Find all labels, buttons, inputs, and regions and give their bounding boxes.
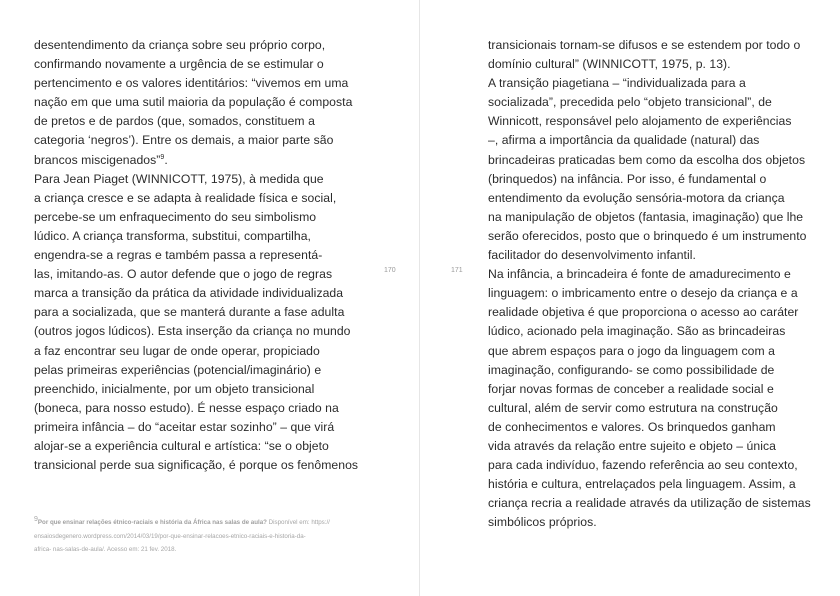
footnote-line: ensaiosdegenero.wordpress.com/2014/03/19/por-que-ensinar-relacoes-etnico-raciais-e-historia-da- <box>34 532 306 540</box>
text-line: forjar novas formas de conceber a realidade social e <box>488 381 774 396</box>
text-line: socializada”, precedida pelo “objeto transicional”, de <box>488 95 772 110</box>
text-line: –, afirma a importância da qualidade (natural) das <box>488 133 760 148</box>
text-line: primeira infância – do “aceitar estar sozinho” – que virá <box>34 419 335 434</box>
footnote-text: Disponível em: https:// <box>266 519 330 526</box>
text-line: a faz encontrar seu lugar de onde operar, propiciado <box>34 343 320 358</box>
page-number-right: 171 <box>451 267 463 274</box>
text-line: de pretos e de pardos (que, somados, constituem a <box>34 114 315 129</box>
footnote-marker: 9 <box>160 153 165 161</box>
footnote <box>34 516 364 557</box>
text-line: que abrem espaços para o jogo da linguagem com a <box>488 343 775 358</box>
text-line: a criança cresce e se adapta à realidade física e social, <box>34 190 337 205</box>
text-line: Na infância, a brincadeira é fonte de amadurecimento e <box>488 267 791 282</box>
text-line: cultural, além de servir como estrutura na construção <box>488 400 778 415</box>
text-line-with-footnote <box>34 151 364 170</box>
left-page-body <box>34 36 364 475</box>
text-line: Para Jean Piaget (WINNICOTT, 1975), à medida que <box>34 171 324 186</box>
text-line: vida através da relação entre sujeito e objeto – única <box>488 438 776 453</box>
text-line: A transição piagetiana – “individualizada para a <box>488 76 746 91</box>
text-line: imaginação, configurando- se como possibilidade de <box>488 362 775 377</box>
text-line: pelas primeiras experiências (potencial/imaginário) e <box>34 362 322 377</box>
text-line: Winnicott, responsável pelo alojamento de experiências <box>488 114 792 129</box>
footnote-line <box>34 516 364 530</box>
text-line: marca a transição da prática da atividade individualizada <box>34 286 344 301</box>
text-fragment: . <box>164 152 168 167</box>
text-line: (outros jogos lúdicos). Esta inserção da criança no mundo <box>34 324 351 339</box>
text-line: serão oferecidos, posto que o brinquedo é um instrumento <box>488 228 807 243</box>
text-line: realidade objetiva é que proporciona o acesso ao caráter <box>488 305 799 320</box>
text-line: engendra-se a regras e também passa a representá- <box>34 248 323 263</box>
text-line: nação em que uma sutil maioria da população é composta <box>34 95 353 110</box>
text-line: de conhecimentos e valores. Os brinquedos ganham <box>488 419 776 434</box>
text-line: criança recria a realidade através da utilização de sistemas <box>488 496 811 511</box>
text-line: (brinquedos) na infância. Por isso, é fundamental o <box>488 171 767 186</box>
text-line: brincadeiras praticadas bem como da escolha dos objetos <box>488 152 806 167</box>
text-line: lúdico. A criança transforma, substitui, compartilha, <box>34 228 311 243</box>
text-line: entendimento da evolução sensória-motora da criança <box>488 190 785 205</box>
text-line: pertencimento e os valores identitários: “vivemos em uma <box>34 76 349 91</box>
text-fragment: brancos miscigenados” <box>34 152 161 167</box>
text-line: categoria ‘negros’). Entre os demais, a maior parte são <box>34 133 334 148</box>
text-line: para a socializada, que se manterá durante a fase adulta <box>34 305 345 320</box>
text-line: preenchido, inicialmente, por um objeto transicional <box>34 381 315 396</box>
text-line: domínio cultural” (WINNICOTT, 1975, p. 13). <box>488 57 731 72</box>
text-line: para cada indivíduo, fazendo referência ao seu contexto, <box>488 458 798 473</box>
text-line: história e cultura, entrelaçados pela linguagem. Assim, a <box>488 477 796 492</box>
footnote-number: 9 <box>34 515 38 523</box>
text-line: transicional perde sua significação, é porque os fenômenos <box>34 458 359 473</box>
text-line: transicionais tornam-se difusos e se estendem por todo o <box>488 38 801 52</box>
text-line: simbólicos próprios. <box>488 515 597 530</box>
footnote-line: africa- nas-salas-de-aula/. Acesso em: 21 fev. 2018. <box>34 546 177 554</box>
text-line: confirmando novamente a urgência de se estimular o <box>34 57 324 72</box>
text-line: lúdico, acionado pela imaginação. São as brincadeiras <box>488 324 786 339</box>
text-line: alojar-se a experiência cultural e artística: “se o objeto <box>34 438 329 453</box>
text-line: na manipulação de objetos (fantasia, imaginação) que lhe <box>488 209 804 224</box>
text-line: desentendimento da criança sobre seu próprio corpo, <box>34 38 326 52</box>
text-line: las, imitando-as. O autor defende que o jogo de regras <box>34 267 333 282</box>
text-line: linguagem: o imbricamento entre o desejo da criança e a <box>488 286 798 301</box>
footnote-title: Por que ensinar relações étnico-raciais e história da África nas salas de aula? <box>37 519 267 526</box>
text-line: facilitador do desenvolvimento infantil. <box>488 248 696 263</box>
text-line: (boneca, para nosso estudo). É nesse espaço criado na <box>34 400 339 415</box>
right-page-body <box>488 36 818 532</box>
text-line: percebe-se um enfraquecimento do seu simbolismo <box>34 209 317 224</box>
page-number-left: 170 <box>384 267 396 274</box>
